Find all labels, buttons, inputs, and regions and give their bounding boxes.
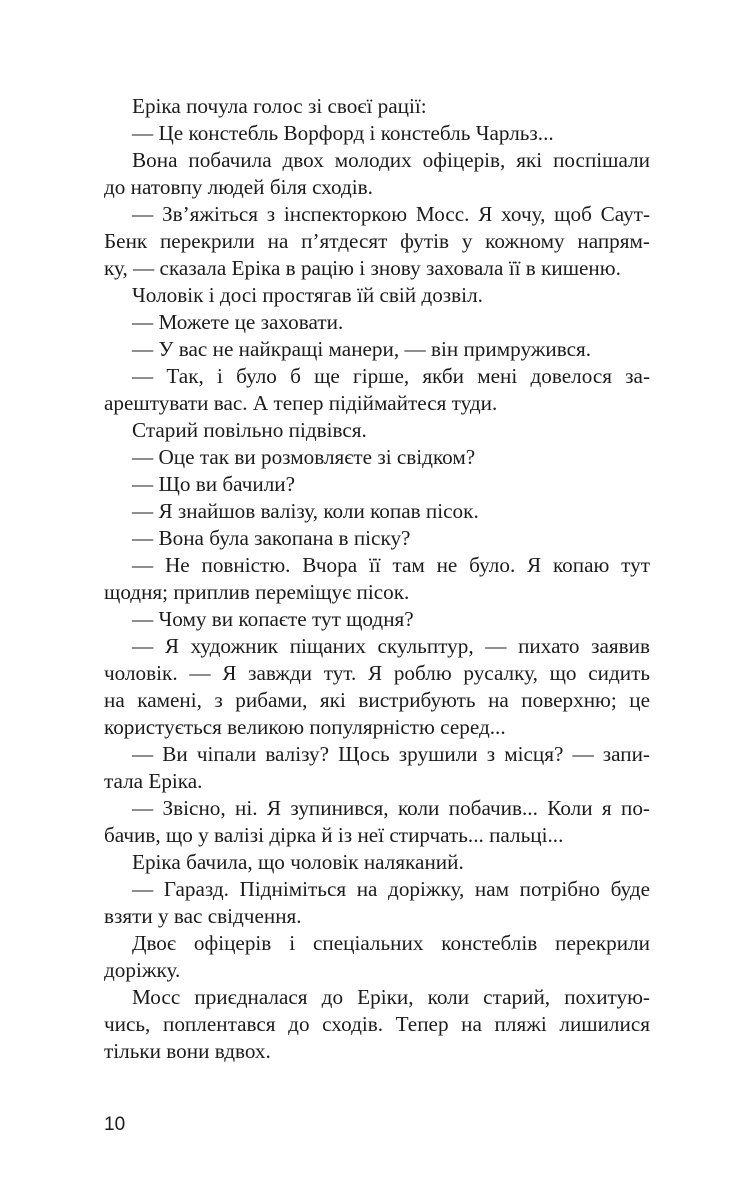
text-line: користується великою популярністю серед... <box>104 715 506 739</box>
text-line: — Що ви бачили? <box>132 472 296 496</box>
text-line: Вона побачила двох молодих офіцерів, які поспішали <box>132 148 650 172</box>
text-line: Мосс приєдналася до Еріки, коли старий, похитую- <box>132 985 650 1009</box>
text-line: — Можете це заховати. <box>132 310 344 334</box>
text-line: арештувати вас. А тепер підіймайтеся туди. <box>104 391 498 415</box>
text-line: щодня; приплив переміщує пісок. <box>104 580 410 604</box>
text-line: на камені, з рибами, які вистрибують на поверхню; це <box>104 688 650 712</box>
text-line: — Вона була закопана в піску? <box>132 526 411 550</box>
text-line: — Так, і було б ще гірше, якби мені довелося за- <box>132 364 650 388</box>
text-line: — Чому ви копаєте тут щодня? <box>132 607 414 631</box>
text-line: Чоловік і досі простягав їй свій дозвіл. <box>132 283 483 307</box>
text-line: до натовпу людей біля сходів. <box>104 175 373 199</box>
text-line: — Зв’яжіться з інспекторкою Мосс. Я хочу, щоб Саут- <box>132 202 650 226</box>
text-line: доріжку. <box>104 958 181 982</box>
text-line: взяти у вас свідчення. <box>104 904 302 928</box>
text-line: тала Еріка. <box>104 769 203 793</box>
text-line: Еріка бачила, що чоловік наляканий. <box>132 850 464 874</box>
text-line: — Це констебль Ворфорд і констебль Чарльз... <box>132 121 554 145</box>
text-line: ку, — сказала Еріка в рацію і знову заховала її в кишеню. <box>104 256 621 280</box>
page-number: 10 <box>104 1114 126 1135</box>
text-line: Бенк перекрили на п’ятдесят футів у кожному напрям- <box>104 229 650 253</box>
body-text <box>104 93 650 1065</box>
text-line: — Не повністю. Вчора її там не було. Я копаю тут <box>132 553 650 577</box>
text-line: тільки вони вдвох. <box>104 1039 271 1063</box>
text-line: — Оце так ви розмовляєте зі свідком? <box>132 445 476 469</box>
text-line: — Ви чіпали валізу? Щось зрушили з місця? — запи- <box>132 742 650 766</box>
text-line: — Я художник піщаних скульптур, — пихато заявив <box>132 634 650 658</box>
text-line: чоловік. — Я завжди тут. Я роблю русалку, що сидить <box>104 661 650 685</box>
text-line: — Звісно, ні. Я зупинився, коли побачив... Коли я по- <box>132 796 650 820</box>
text-line: чись, поплентався до сходів. Тепер на пляжі лишилися <box>104 1012 650 1036</box>
text-line: — У вас не найкращі манери, — він примружився. <box>132 337 592 361</box>
text-line: Еріка почула голос зі своєї рації: <box>132 94 427 118</box>
text-line: Старий повільно підвівся. <box>132 418 367 442</box>
text-line: — Гаразд. Підніміться на доріжку, нам потрібно буде <box>132 877 650 901</box>
text-line: бачив, що у валізі дірка й із неї стирчать... пальці... <box>104 823 564 847</box>
text-line: Двоє офіцерів і спеціальних констеблів перекрили <box>132 931 650 955</box>
text-line: — Я знайшов валізу, коли копав пісок. <box>132 499 479 523</box>
